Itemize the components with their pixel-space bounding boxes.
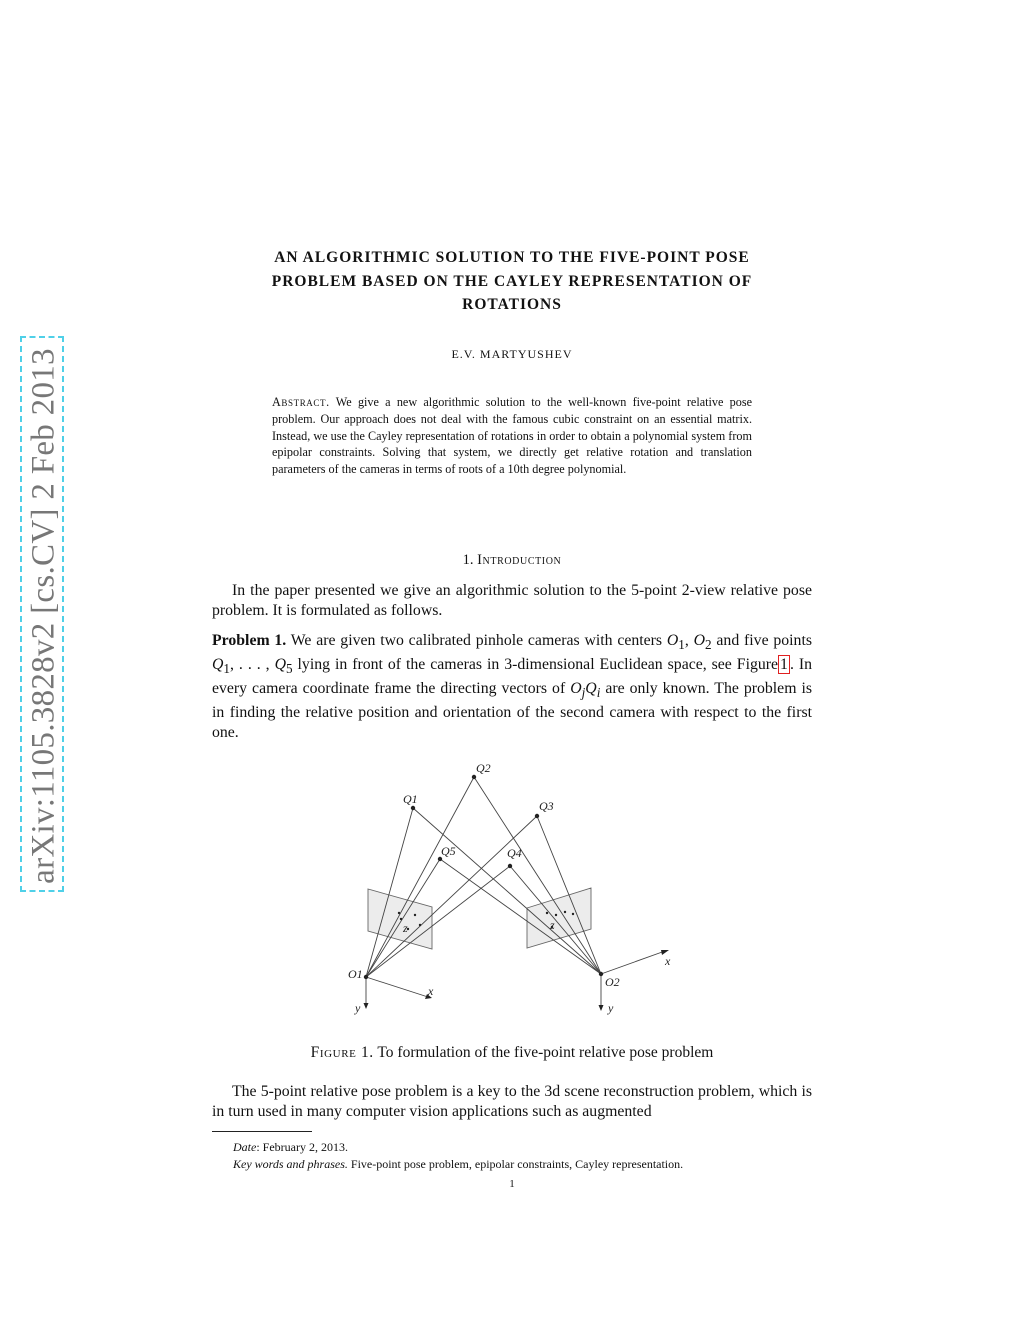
intro-paragraph: In the paper presented we give an algorithmic solution to the 5-point 2-view relative pose problem. It is formulated as follows. <box>212 582 812 619</box>
label-q4: Q4 <box>507 846 522 860</box>
camera-diagram <box>340 755 690 1025</box>
point-q1 <box>411 806 415 810</box>
title-line-2: PROBLEM BASED ON THE CAYLEY REPRESENTATION OF <box>271 272 753 290</box>
caption-label: Figure 1. <box>310 1044 374 1061</box>
footnote-date <box>233 1140 823 1155</box>
paragraph-3: The 5-point relative pose problem is a key to the 3d scene reconstruction problem, which is in turn used in many computer vision applications such as augmented <box>212 1083 812 1120</box>
figure-reference-link[interactable]: 1 <box>780 656 788 674</box>
problem-statement: Problem 1. We are given two calibrated pinhole cameras with centers $O_1$, $O_2$ and five points $Q_1$, . . . , $Q_5$ lying in front of the cameras in 3-dimensional Euclidean space, see Figure 1 . In every camera coordinate frame the directing vectors of $O_jQ_i$ are only known. The problem is in finding the relative position and orientation of the second camera with respect to the first one. <box>212 632 813 742</box>
label-q1: Q1 <box>403 792 418 806</box>
paper-title <box>212 246 812 317</box>
label-o1: O1 <box>348 967 363 981</box>
caption-text: To formulation of the five-point relative pose problem <box>377 1044 714 1061</box>
point-q2 <box>472 775 476 779</box>
date-value: : February 2, 2013. <box>256 1140 348 1154</box>
keywords-label: Key words and phrases. <box>233 1157 348 1171</box>
page-number: 1 <box>509 1178 515 1190</box>
abstract-label: Abstract. <box>272 395 330 409</box>
abstract <box>272 394 752 478</box>
date-label: Date <box>233 1140 257 1154</box>
problem-text-2: and five points <box>716 632 812 649</box>
section-title: Introduction <box>477 552 562 568</box>
footnote-rule <box>212 1131 312 1132</box>
arxiv-identifier: arXiv:1105.3828v2 [cs.CV] 2 Feb 2013 <box>25 348 62 884</box>
section-number: 1. <box>462 552 474 568</box>
label-q3: Q3 <box>539 799 554 813</box>
keywords-value: Five-point pose problem, epipolar constraints, Cayley representation. <box>350 1157 684 1171</box>
label-z2: z <box>550 918 555 932</box>
point-q3 <box>535 814 539 818</box>
title-line-1: AN ALGORITHMIC SOLUTION TO THE FIVE-POINT POSE <box>274 249 750 266</box>
problem-text-3: lying in front of the cameras in 3-dimensional Euclidean space, see Figure <box>297 656 779 674</box>
figure-caption <box>212 1044 812 1062</box>
section-heading <box>212 552 812 569</box>
label-x2: x <box>665 954 671 968</box>
abstract-text: We give a new algorithmic solution to the well-known five-point relative pose problem. Our approach does not deal with the famous cubic constraint on an essential matrix. Instead, we use the Cayley representation of rotations in order to obtain a polynomial system from epipolar constraints. Solving that system, we directly get relative rotation and translation parameters of the cameras in terms of roots of a 10th degree polynomial. <box>272 395 752 477</box>
label-q5: Q5 <box>441 844 456 858</box>
camera-center-o2 <box>599 972 603 976</box>
problem-text-5: are only known. The problem is in finding the relative position and orientation of the second camera with respect to the first one. <box>212 680 812 742</box>
point-q4 <box>508 864 512 868</box>
label-o2: O2 <box>605 975 620 989</box>
label-y2: y <box>608 1001 614 1015</box>
label-z1: z <box>403 921 408 935</box>
arxiv-stamp-box <box>20 336 64 892</box>
problem-text-4: . In every camera coordinate frame the directing vectors of <box>212 656 813 698</box>
footnote-keywords <box>233 1157 823 1172</box>
title-line-3: ROTATIONS <box>462 296 562 313</box>
author: E.V. MARTYUSHEV <box>451 347 573 361</box>
problem-text-1: We are given two calibrated pinhole cameras with centers <box>290 632 663 649</box>
problem-label: Problem 1. <box>212 632 287 649</box>
camera-center-o1 <box>364 975 368 979</box>
label-q2: Q2 <box>476 761 491 775</box>
label-y1: y <box>355 1001 361 1015</box>
label-x1: x <box>428 984 434 998</box>
